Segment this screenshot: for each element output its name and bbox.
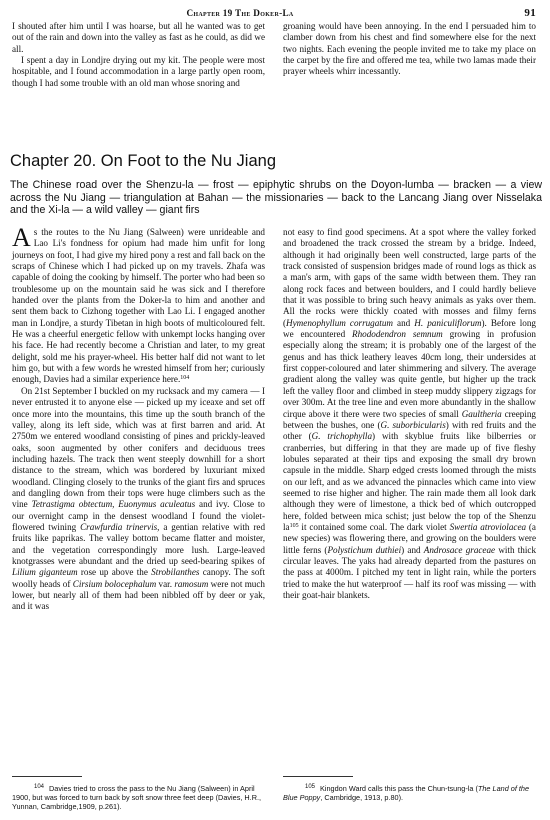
chapter-synopsis: The Chinese road over the Shenzu-la — frost — epiphytic shrubs on the Doyon-lumba — bracken — a view across the Nu Jiang — triangulation at Bahan — the missionaries — back to the Lancang Jiang over Nisselaka and the Xi-la — a wild valley — giant firs xyxy=(10,179,542,217)
text-run: canopy. The soft woolly heads of xyxy=(12,567,265,589)
chapter-title: Chapter 20. On Foot to the Nu Jiang xyxy=(10,152,276,170)
species-name: Androsace graceae xyxy=(423,544,496,555)
footnote-text: Kingdon Ward calls this pass the Chun-tsung-la ( xyxy=(320,784,478,793)
text-run: ). Before long we encountered xyxy=(283,317,536,340)
text-run: (a new species) was flowering there, and growing on the boulders were little ferns ( xyxy=(283,521,536,555)
footnote-text: , Cambridge, 1913, p.80). xyxy=(320,793,404,803)
running-head xyxy=(0,8,550,22)
footnote-ref[interactable]: 105 xyxy=(289,522,299,529)
species-name: ramosum xyxy=(174,578,209,589)
previous-chapter-end-left xyxy=(12,21,265,89)
species-name: Swertia atroviolacea xyxy=(449,521,527,532)
running-head-title: Chapter 19 The Doker-La xyxy=(186,8,294,18)
text-run: ) with skyblue fruits like bilberries or cranberries, but differing in that they are made up of five fleshy lobules separated at their tips and exposing the small dry brown capsule in the middle. Sharp edged crests loomed through the mists on our left, and as we advanced the pinnacles which came into view seemed to rise higher and higher. The rain made them all look dark although they were of limestone, a thick bed of which outcropped here, folded between mica schist; just below the top of the Shenzu la xyxy=(283,431,536,532)
body-column-right xyxy=(283,227,536,601)
text-run: creeping between the bushes, one ( xyxy=(283,408,536,430)
previous-chapter-end-right xyxy=(283,21,536,78)
footnote-divider xyxy=(283,776,353,777)
species-name: Polystichum duthiei xyxy=(327,544,402,555)
footnote-104 xyxy=(12,783,266,812)
species-name: H. paniculiflorum xyxy=(414,317,482,328)
species-name: G. suborbicularis xyxy=(380,419,446,430)
text-run: ) and xyxy=(401,544,424,555)
species-name: G. trichophylla xyxy=(311,431,373,442)
text-run: var. xyxy=(156,578,175,589)
species-name: Cirsium bolocephalum xyxy=(72,578,157,589)
species-name: Lilium giganteum xyxy=(12,567,78,578)
book-title: The Land of the Blue Poppy xyxy=(283,784,530,803)
paragraph: I spent a day in Londjre drying out my kit. The people were most hospitable, and I found accommodation in a large partly open room, though I had some trouble with an old man whose snoring and xyxy=(12,55,265,88)
footnote-number: 104 xyxy=(34,784,45,790)
species-name: Gaultheria xyxy=(461,408,502,419)
text-run: and xyxy=(393,317,415,328)
text-run: s the routes to the Nu Jiang (Salween) were unrideable and Lao Li's fondness for opium had made him unfit for long journeys on foot, I had give my hired pony a rest and fall back on the scraps of Chinese which I had picked up on my travels. Zhafa was capable of doing the cooking by himself. The porter who had been so troublesome up on the mountain said he was sick and I therefore handed over the plants from the Doker-la to him and another and sent them back to Cizhong together with Lao Li. I engaged another man in Londjre, a sturdy Tibetan in high boots of multicoloured felt. He was a cheerful energetic fellow with unkempt locks hanging over his face. He had recently become a Christian and later, to my great delight, sold me his prayer-wheel. His better half did not want to let him go, but with a few words he wrested himself from her; curiously enough, Davies had a similar experience here. xyxy=(12,227,265,385)
text-run: with thick circular leaves. The yaks had already departed from the pastures on the pass at 4000m. I pitched my tent in light rain, while the porters tried to make the hut waterproof — half its roof was missing — with their goat-hair blankets. xyxy=(283,544,537,600)
species-name: Rhododendron semnum xyxy=(352,329,443,340)
footnote-divider xyxy=(12,776,82,777)
text-run: not easy to find good specimens. At a spot where the valley forked and broadened the track crossed the stream by a bridge. Indeed, although it had originally been well constructed, large parts of the track consisted of suspension bridges made of round logs as thick as a man's arm, with gaps of the same width between them. They ran along rock faces and between boulders, and I could hardly believe that it was possible to bring such heavy animals as yaks over them. All the rocks were thickly coated with mosses and filmy ferns ( xyxy=(283,227,536,328)
paragraph xyxy=(12,223,265,386)
text-run: it contained some coal. The dark violet xyxy=(298,521,450,532)
text-run: a gentian relative with red fruits like paprikas. The valley bottom became flatter and moister, and the vegetation correspondingly more lush. Large-leaved knotgrasses were abundant and the dried up seed-bearing spikes of xyxy=(12,521,266,566)
drop-cap: A xyxy=(12,223,31,252)
paragraph xyxy=(283,227,536,601)
paragraph xyxy=(12,386,265,613)
text-run: and ivy. Close to our overnight camp in the densest woodland I found the violet-flowered twining xyxy=(12,499,265,532)
footnote-text: Davies tried to cross the pass to the Nu Jiang (Salween) in April 1900, but was forced to turn back by soft snow three feet deep (Davies, H.R., Yunnan, Cambridge,1909, p.261). xyxy=(12,784,262,812)
species-name: Tetrastigma obtectum, Euonymus aculeatus xyxy=(31,499,196,510)
species-name: Crawfurdia trinervis, xyxy=(80,521,160,532)
text-run: were not much lower, but nearly all of them had been nibbled off by deer or yak, and it was xyxy=(12,578,265,612)
text-run: On 21st September I buckled on my rucksack and my camera — I never entrusted it to anyone else — picked up my iceaxe and set off once more into the mountains, this time up the south branch of the valley, along its left side, which was at first barren and arid. At 2750m we entered woodland consisting of pines and prickly-leaved oaks, soon augmented by other conifers and deciduous trees including hazels. The track then went steeply downhill for a short distance to the stream, which was bordered by luxuriant mixed woodland. Clinging closely to the trunks of the giant firs and spruces and dangling down from their tops were huge climbers such as the vine xyxy=(12,385,265,510)
text-run: rose up above the xyxy=(77,567,152,578)
text-run: ) with red fruits and the other ( xyxy=(283,419,536,442)
footnote-105 xyxy=(283,783,537,802)
species-name: Hymenophyllum corrugatum xyxy=(286,317,393,328)
text-run: growing in profusion especially along the stream; it is probably one of the largest of the genus and has thick leathery leaves 40cm long, their undersides at first copper-coloured and later shimmering and silvery. The average gradient along the valley was quite gentle, but higher up the track left the valley floor and climbed in steep muddy slippery zigzags for over 300m. At the tree line and even more abundantly in the shallow cirque above it there were two species of small xyxy=(283,329,536,419)
species-name: Strobilanthes xyxy=(151,567,200,578)
footnote-ref[interactable]: 104 xyxy=(180,375,190,382)
paragraph: groaning would have been annoying. In the end I persuaded him to clamber down from his chest and find somewhere else for the next two nights. Each evening the people invited me to take my place on the carpet by the fire and offered me tea, while two lamas made their prayer wheels whirr incessantly. xyxy=(283,21,536,77)
footnote-number: 105 xyxy=(305,784,316,790)
page-number: 91 xyxy=(524,7,536,19)
paragraph: I shouted after him until I was hoarse, but all he wanted was to get out of the rain and down into the valley as fast as he could, as did we all. xyxy=(12,21,265,54)
body-column-left xyxy=(12,223,266,613)
